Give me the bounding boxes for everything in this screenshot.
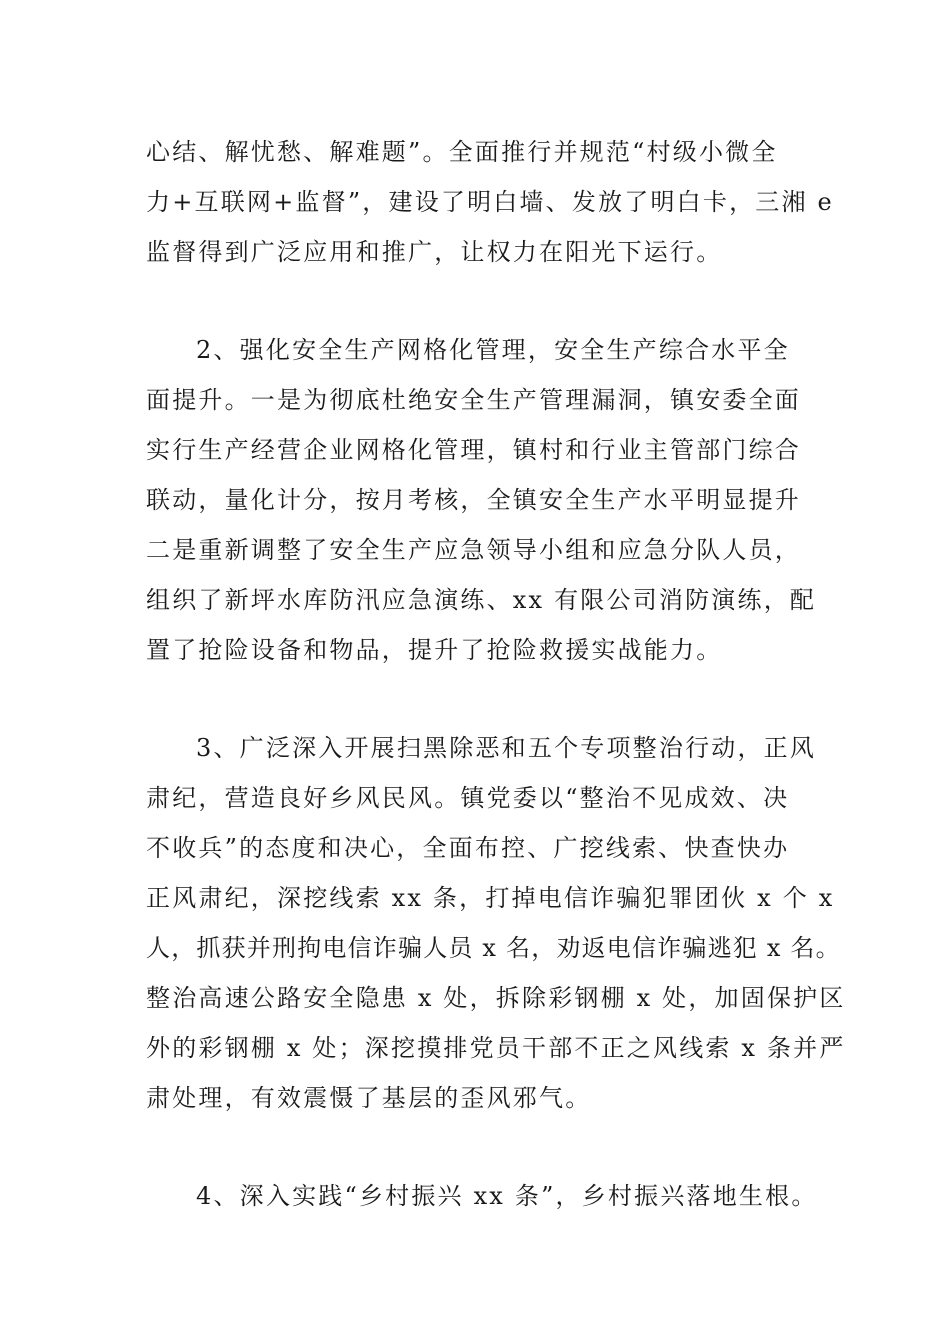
paragraph-3-line-5: 人，抓获并刑拘电信诈骗人员 x 名，劝返电信诈骗逃犯 x 名。 [146, 934, 841, 962]
paragraph-4-line-1: 4、深入实践“乡村振兴 xx 条”，乡村振兴落地生根。 [196, 1182, 818, 1210]
paragraph-1-line-1: 心结、解忧愁、解难题”。全面推行并规范“村级小微全 [146, 138, 778, 166]
paragraph-2-line-5: 二是重新调整了安全生产应急领导小组和应急分队人员， [146, 536, 801, 564]
paragraph-3-line-8: 肃处理，有效震慑了基层的歪风邪气。 [146, 1084, 592, 1112]
paragraph-3-line-4: 正风肃纪，深挖线索 xx 条，打掉电信诈骗犯罪团伙 x 个 x [146, 884, 835, 912]
paragraph-3-line-2: 肃纪，营造良好乡风民风。镇党委以“整治不见成效、决 [146, 784, 790, 812]
paragraph-1-line-3: 监督得到广泛应用和推广，让权力在阳光下运行。 [146, 238, 723, 266]
paragraph-2-line-7: 置了抢险设备和物品，提升了抢险救援实战能力。 [146, 636, 723, 664]
paragraph-1-line-2: 力+互联网+监督”，建设了明白墙、发放了明白卡，三湘 e [146, 188, 834, 216]
paragraph-3-line-1: 3、广泛深入开展扫黑除恶和五个专项整治行动，正风 [196, 734, 817, 762]
paragraph-2-line-4: 联动，量化计分，按月考核，全镇安全生产水平明显提升 [146, 486, 801, 514]
paragraph-2-line-2: 面提升。一是为彻底杜绝安全生产管理漏洞，镇安委全面 [146, 386, 801, 414]
paragraph-2-line-6: 组织了新坪水库防汛应急演练、xx 有限公司消防演练，配 [146, 586, 817, 614]
paragraph-3-line-3: 不收兵”的态度和决心，全面布控、广挖线索、快查快办 [146, 834, 790, 862]
paragraph-3-line-6: 整治高速公路安全隐患 x 处，拆除彩钢棚 x 处，加固保护区 [146, 984, 846, 1012]
paragraph-2-line-3: 实行生产经营企业网格化管理，镇村和行业主管部门综合 [146, 436, 801, 464]
paragraph-2-line-1: 2、强化安全生产网格化管理，安全生产综合水平全 [196, 336, 790, 364]
paragraph-3-line-7: 外的彩钢棚 x 处；深挖摸排党员干部不正之风线索 x 条并严 [146, 1034, 846, 1062]
